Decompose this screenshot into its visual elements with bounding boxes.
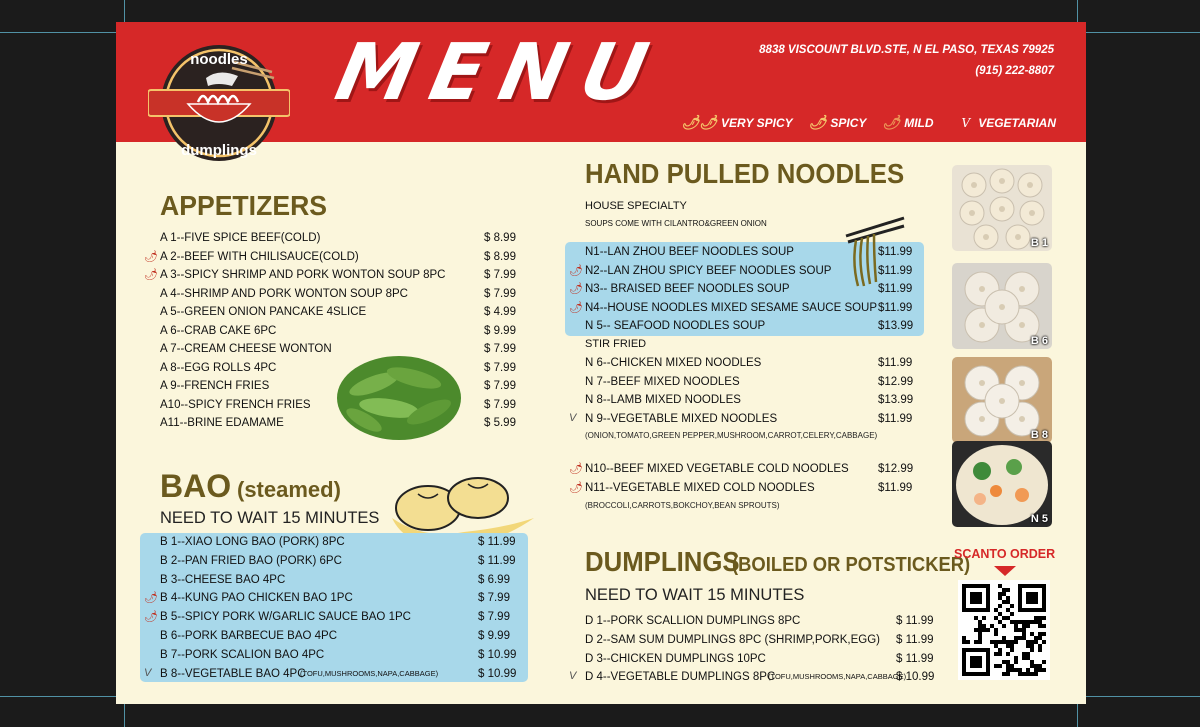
dish-photo: [952, 165, 1052, 251]
dish-photo-label: B 6: [1030, 335, 1048, 347]
chili-icon: 🌶: [144, 592, 158, 605]
dish-photo-label: B 8: [1030, 429, 1048, 441]
menu-item-price: $13.99: [878, 394, 914, 407]
chili-icon: 🌶: [569, 481, 583, 494]
menu-item-price: $11.99: [878, 481, 913, 494]
chili-icon: 🌶: [569, 283, 583, 296]
chili-icon: 🌶: [569, 264, 583, 277]
menu-item-row: [160, 571, 530, 589]
menu-item-name: N 9--VEGETABLE MIXED NOODLES: [585, 412, 778, 425]
chili-icon: 🌶: [144, 250, 158, 263]
legend-very-spicy: VERY SPICY: [721, 115, 793, 130]
menu-item-price: $ 10.99: [896, 671, 935, 684]
dumplings-subheading: (BOILED OR POTSTICKER): [732, 554, 971, 576]
menu-item-price: $ 11.99: [478, 554, 516, 567]
dumplings-wait-note: NEED TO WAIT 15 MINUTES: [585, 586, 805, 604]
menu-item-price: $ 7.99: [484, 361, 516, 374]
menu-item-row: [160, 285, 540, 303]
menu-item-name: A 3--SPICY SHRIMP AND PORK WONTON SOUP 8PC: [160, 269, 446, 281]
menu-item-row: [160, 266, 540, 284]
menu-item-price: $11.99: [878, 301, 913, 314]
menu-item-price: $13.99: [878, 320, 914, 333]
qr-code[interactable]: [958, 580, 1050, 680]
menu-item-name: A 7--CREAM CHEESE WONTON: [160, 343, 332, 355]
menu-item-row: [585, 410, 920, 428]
menu-item-row: [585, 317, 920, 335]
menu-item-name: N2--LAN ZHOU SPICY BEEF NOODLES SOUP: [585, 264, 832, 277]
logo-text-top: noodles: [190, 51, 248, 68]
vegetarian-mark: V: [961, 115, 971, 130]
chopsticks-noodles-icon: [844, 216, 906, 288]
menu-item-row: [160, 665, 530, 683]
menu-item-price: $ 11.99: [896, 633, 934, 646]
menu-item-name: D 4--VEGETABLE DUMPLINGS 8PC: [585, 671, 776, 684]
menu-item-name: D 2--SAM SUM DUMPLINGS 8PC (SHRIMP,PORK,EGG): [585, 633, 880, 646]
menu-item-name: D 1--PORK SCALLION DUMPLINGS 8PC: [585, 615, 801, 627]
menu-item-row: [160, 533, 530, 551]
menu-item-price: $12.99: [878, 463, 914, 475]
restaurant-logo: [148, 42, 290, 164]
menu-item-name: B 5--SPICY PORK W/GARLIC SAUCE BAO 1PC: [160, 611, 411, 624]
dish-photo-label: B 1: [1030, 237, 1048, 249]
address-line: 8838 VISCOUNT BLVD.STE, N EL PASO, TEXAS 79925: [759, 44, 1054, 56]
menu-item-row: [160, 552, 530, 570]
menu-item-price: $ 10.99: [478, 667, 517, 680]
menu-item-price: $11.99: [878, 283, 913, 296]
menu-item-price: $ 8.99: [484, 232, 516, 244]
menu-item-row: [585, 373, 920, 391]
vegetarian-icon: V: [569, 670, 577, 683]
menu-item-ingredients: (TOFU,MUSHROOMS,NAPA,CABBAGE): [300, 668, 439, 678]
menu-item-price: $ 7.99: [478, 592, 510, 605]
menu-item-price: $ 9.99: [478, 630, 510, 642]
menu-item-name: N 6--CHICKEN MIXED NOODLES: [585, 357, 762, 369]
menu-item-price: $ 7.99: [484, 398, 516, 411]
menu-item-name: B 4--KUNG PAO CHICKEN BAO 1PC: [160, 592, 353, 605]
menu-item-price: $ 7.99: [478, 611, 510, 624]
menu-item-row: [585, 460, 920, 478]
stir-fried-label: STIR FRIED: [585, 338, 647, 350]
noodles-heading: HAND PULLED NOODLES: [585, 158, 905, 189]
menu-item-row: [160, 303, 540, 321]
menu-item-row: [160, 646, 530, 664]
legend-mild: MILD: [904, 115, 934, 130]
dish-photo: [952, 357, 1052, 443]
menu-item-name: A 8--EGG ROLLS 4PC: [160, 361, 277, 374]
vegetarian-icon: V: [144, 666, 152, 679]
n9-ingredients: (ONION,TOMATO,GREEN PEPPER,MUSHROOM,CARROT,CELERY,CABBAGE): [585, 431, 878, 440]
menu-item-name: B 2--PAN FRIED BAO (PORK) 6PC: [160, 554, 342, 567]
logo-text-bottom: dumplings: [181, 142, 257, 159]
bao-wait-note: NEED TO WAIT 15 MINUTES: [160, 509, 380, 527]
spice-legend: [681, 114, 1056, 131]
menu-item-price: $ 7.99: [484, 343, 516, 355]
menu-item-price: $12.99: [878, 375, 914, 388]
vegetarian-icon: V: [569, 411, 577, 424]
menu-item-ingredients: (TOFU,MUSHROOMS,NAPA,CABBAGE): [768, 672, 907, 682]
menu-item-price: $ 11.99: [478, 536, 516, 548]
menu-item-row: [585, 391, 920, 409]
store-address: [759, 40, 1054, 82]
house-specialty-label: HOUSE SPECIALTY: [585, 200, 687, 212]
menu-item-name: A 5--GREEN ONION PANCAKE 4SLICE: [160, 306, 367, 318]
dish-photo-label: N 5: [1030, 513, 1048, 525]
bao-heading: BAO: [160, 468, 232, 504]
legend-vegetarian: VEGETARIAN: [978, 115, 1056, 130]
bao-subheading: (steamed): [237, 477, 341, 502]
menu-item-name: A 4--SHRIMP AND PORK WONTON SOUP 8PC: [160, 287, 408, 300]
chili-icon: 🌶: [144, 611, 158, 624]
menu-item-price: $ 7.99: [484, 269, 516, 281]
very-spicy-icon: 🌶🌶: [681, 114, 718, 130]
menu-item-row: [585, 299, 920, 317]
menu-item-name: N 5-- SEAFOOD NOODLES SOUP: [585, 320, 766, 333]
menu-item-row: [160, 229, 540, 247]
menu-item-name: B 8--VEGETABLE BAO 4PC: [160, 667, 306, 680]
chili-icon: 🌶: [144, 269, 158, 281]
menu-item-price: $ 8.99: [484, 250, 516, 263]
menu-item-name: N 8--LAMB MIXED NOODLES: [585, 394, 741, 407]
legend-spicy: SPICY: [830, 115, 867, 130]
menu-item-price: $ 9.99: [484, 324, 516, 337]
menu-item-price: $ 10.99: [478, 648, 517, 661]
menu-item-price: $11.99: [878, 264, 913, 277]
menu-item-price: $11.99: [878, 246, 913, 258]
menu-item-price: $ 5.99: [484, 417, 516, 429]
menu-item-name: N 7--BEEF MIXED NOODLES: [585, 375, 740, 388]
menu-item-name: B 7--PORK SCALION BAO 4PC: [160, 648, 325, 661]
menu-item-row: [585, 612, 937, 630]
menu-item-name: A11--BRINE EDAMAME: [160, 417, 284, 429]
menu-item-name: N4--HOUSE NOODLES MIXED SESAME SAUCE SOUP: [585, 301, 878, 314]
menu-item-row: [585, 631, 937, 649]
chili-icon: 🌶: [569, 463, 583, 475]
n11-ingredients: (BROCCOLI,CARROTS,BOKCHOY,BEAN SPROUTS): [585, 501, 780, 510]
mild-icon: 🌶: [882, 114, 901, 130]
menu-item-price: $ 6.99: [478, 573, 510, 586]
menu-item-price: $11.99: [878, 357, 913, 369]
menu-item-name: N1--LAN ZHOU BEEF NOODLES SOUP: [585, 246, 794, 258]
menu-item-name: A 2--BEEF WITH CHILISAUCE(COLD): [160, 250, 359, 263]
menu-item-name: N3-- BRAISED BEEF NOODLES SOUP: [585, 283, 790, 296]
menu-item-price: $ 11.99: [896, 615, 934, 627]
menu-item-name: N11--VEGETABLE MIXED COLD NOODLES: [585, 481, 815, 494]
menu-item-price: $ 7.99: [484, 380, 516, 392]
chili-icon: 🌶: [569, 301, 583, 314]
menu-item-price: $11.99: [878, 412, 913, 425]
scan-to-order-label: SCANTO ORDER: [954, 547, 1056, 561]
menu-item-row: [160, 589, 530, 607]
menu-item-row: [160, 608, 530, 626]
menu-item-name: A 9--FRENCH FRIES: [160, 380, 270, 392]
dumplings-heading: DUMPLINGS: [585, 546, 740, 577]
menu-sheet: [116, 22, 1086, 704]
menu-item-name: A 1--FIVE SPICE BEEF(COLD): [160, 232, 321, 244]
menu-item-name: B 1--XIAO LONG BAO (PORK) 8PC: [160, 536, 345, 548]
menu-item-name: A 6--CRAB CAKE 6PC: [160, 324, 277, 337]
menu-item-row: [585, 479, 920, 497]
menu-item-price: $ 7.99: [484, 287, 516, 300]
spicy-icon: 🌶: [808, 114, 827, 130]
menu-item-price: $ 11.99: [896, 652, 934, 665]
menu-item-row: [160, 248, 540, 266]
soups-note: SOUPS COME WITH CILANTRO&GREEN ONION: [585, 219, 767, 228]
dish-photo: [952, 441, 1052, 527]
dish-photo: [952, 263, 1052, 349]
phone-number: (915) 222-8807: [975, 65, 1054, 77]
menu-item-name: A10--SPICY FRENCH FRIES: [160, 398, 311, 411]
menu-item-name: B 3--CHEESE BAO 4PC: [160, 573, 286, 586]
arrow-down-icon: [994, 566, 1016, 576]
menu-item-row: [585, 650, 937, 668]
edamame-photo: [334, 348, 464, 444]
appetizers-heading: APPETIZERS: [160, 190, 328, 221]
menu-item-name: B 6--PORK BARBECUE BAO 4PC: [160, 630, 338, 642]
menu-title: MENU: [328, 28, 672, 118]
menu-item-name: N10--BEEF MIXED VEGETABLE COLD NOODLES: [585, 463, 849, 475]
menu-item-row: [160, 627, 530, 645]
menu-item-row: [160, 322, 540, 340]
menu-item-row: [585, 354, 920, 372]
menu-item-price: $ 4.99: [484, 306, 516, 318]
menu-item-row: [585, 668, 937, 686]
menu-item-name: D 3--CHICKEN DUMPLINGS 10PC: [585, 652, 766, 665]
